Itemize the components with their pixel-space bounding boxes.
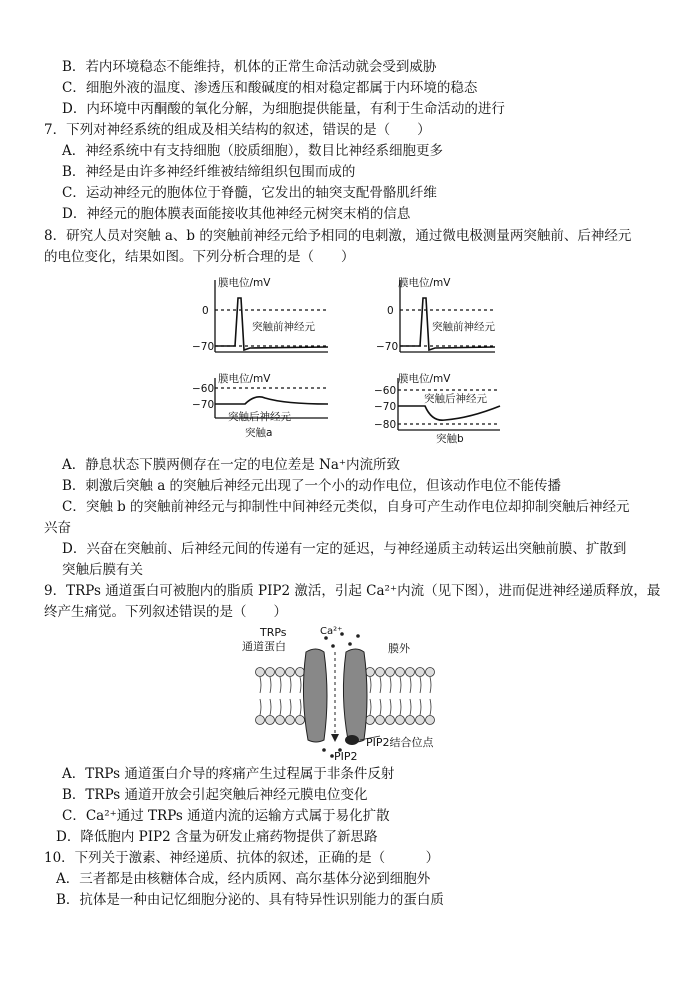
label-pip2: PIP2 — [334, 750, 358, 762]
option-8c-line2: 兴奋 — [44, 520, 71, 536]
tick-br-m80: −80 — [374, 419, 397, 431]
question-9-stem-line1: 9．TRPs 通道蛋白可被胞内的脂质 PIP2 激活，引起 Ca²⁺内流（见下图），进而促进神经递质释放，最 — [44, 583, 661, 599]
tick-br-m60: −60 — [374, 385, 397, 397]
label-trps: TRPs — [260, 626, 287, 639]
channel-left-subunit — [303, 649, 327, 742]
trps-channel-figure — [240, 622, 460, 762]
question-7-stem: 7．下列对神经系统的组成及相关结构的叙述，错误的是（ ） — [44, 122, 431, 138]
option-7c: C．运动神经元的胞体位于脊髓，它发出的轴突支配骨骼肌纤维 — [62, 185, 437, 201]
question-8-stem-line2: 的电位变化，结果如图。下列分析合理的是（ ） — [44, 249, 355, 265]
tick-bl-m70: −70 — [192, 399, 215, 411]
label-pip2-site: PIP2结合位点 — [366, 736, 434, 749]
pip2-molecule — [345, 735, 359, 745]
label-pre-a: 突触前神经元 — [252, 321, 315, 333]
arrow-head-icon — [331, 734, 339, 742]
tick-br-m70: −70 — [374, 401, 397, 413]
label-pre-b: 突触前神经元 — [432, 321, 495, 333]
option-7a: A．神经系统中有支持细胞（胶质细胞），数目比神经系细胞更多 — [62, 143, 443, 159]
option-9a: A．TRPs 通道蛋白介导的疼痛产生过程属于非条件反射 — [62, 766, 395, 782]
option-7d: D．神经元的胞体膜表面能接收其他神经元树突末梢的信息 — [62, 206, 411, 222]
question-10-stem: 10．下列关于激素、神经递质、抗体的叙述，正确的是（ ） — [44, 850, 440, 866]
synapse-potential-figure — [180, 270, 520, 450]
question-8-stem-line1: 8．研究人员对突触 a、b 的突触前神经元给予相同的电刺激，通过微电极测量两突触前、后神经元 — [44, 228, 632, 244]
ylabel-tr: 膜电位/mV — [398, 277, 451, 289]
option-10a: A．三者都是由核糖体合成，经内质网、高尔基体分泌到细胞外 — [56, 871, 431, 887]
label-channel-protein: 通道蛋白 — [242, 640, 286, 653]
label-outside: 膜外 — [388, 642, 410, 655]
ylabel-tl: 膜电位/mV — [218, 277, 271, 289]
option-9d: D．降低胞内 PIP2 含量为研发止痛药物提供了新思路 — [56, 829, 378, 845]
tick-tr-0: 0 — [387, 305, 394, 317]
label-post-a: 突触后神经元 — [228, 411, 291, 423]
label-post-b: 突触后神经元 — [424, 393, 487, 405]
option-10b: B．抗体是一种由记忆细胞分泌的、具有特异性识别能力的蛋白质 — [56, 892, 444, 908]
ylabel-bl: 膜电位/mV — [218, 373, 271, 385]
tick-bl-m60: −60 — [192, 383, 215, 395]
tick-tr-m70: −70 — [376, 341, 399, 353]
option-8d-line2: 突触后膜有关 — [62, 562, 143, 578]
ylabel-br: 膜电位/mV — [398, 373, 451, 385]
option-6d: D．内环境中丙酮酸的氧化分解，为细胞提供能量，有利于生命活动的进行 — [62, 101, 505, 117]
caption-synapse-b: 突触b — [436, 433, 464, 445]
option-9b: B．TRPs 通道开放会引起突触后神经元膜电位变化 — [62, 787, 368, 803]
label-ca: Ca²⁺ — [320, 626, 343, 637]
option-9c: C．Ca²⁺通过 TRPs 通道内流的运输方式属于易化扩散 — [62, 808, 390, 824]
option-8c-line1: C．突触 b 的突触前神经元与抑制性中间神经元类似，自身可产生动作电位却抑制突触后神经元 — [62, 499, 630, 515]
caption-synapse-a: 突触a — [245, 427, 273, 439]
tick-tl-m70: −70 — [192, 341, 215, 353]
postsynaptic-trace-b — [398, 406, 500, 420]
option-8d-line1: D．兴奋在突触前、后神经元间的传递有一定的延迟，与神经递质主动转运出突触前膜、扩散到 — [62, 541, 627, 557]
option-7b: B．神经是由许多神经纤维被结缔组织包围而成的 — [62, 164, 356, 180]
channel-right-subunit — [343, 649, 367, 742]
option-6b: B．若内环境稳态不能维持，机体的正常生命活动就会受到威胁 — [62, 59, 437, 75]
option-8b: B．刺激后突触 a 的突触后神经元出现了一个小的动作电位，但该动作电位不能传播 — [62, 478, 562, 494]
option-6c: C．细胞外液的温度、渗透压和酸碱度的相对稳定都属于内环境的稳态 — [62, 80, 478, 96]
question-9-stem-line2: 终产生痛觉。下列叙述错误的是（ ） — [44, 604, 287, 620]
postsynaptic-trace-a — [215, 397, 328, 404]
tick-tl-0: 0 — [202, 305, 209, 317]
option-8a: A．静息状态下膜两侧存在一定的电位差是 Na⁺内流所致 — [62, 457, 401, 473]
